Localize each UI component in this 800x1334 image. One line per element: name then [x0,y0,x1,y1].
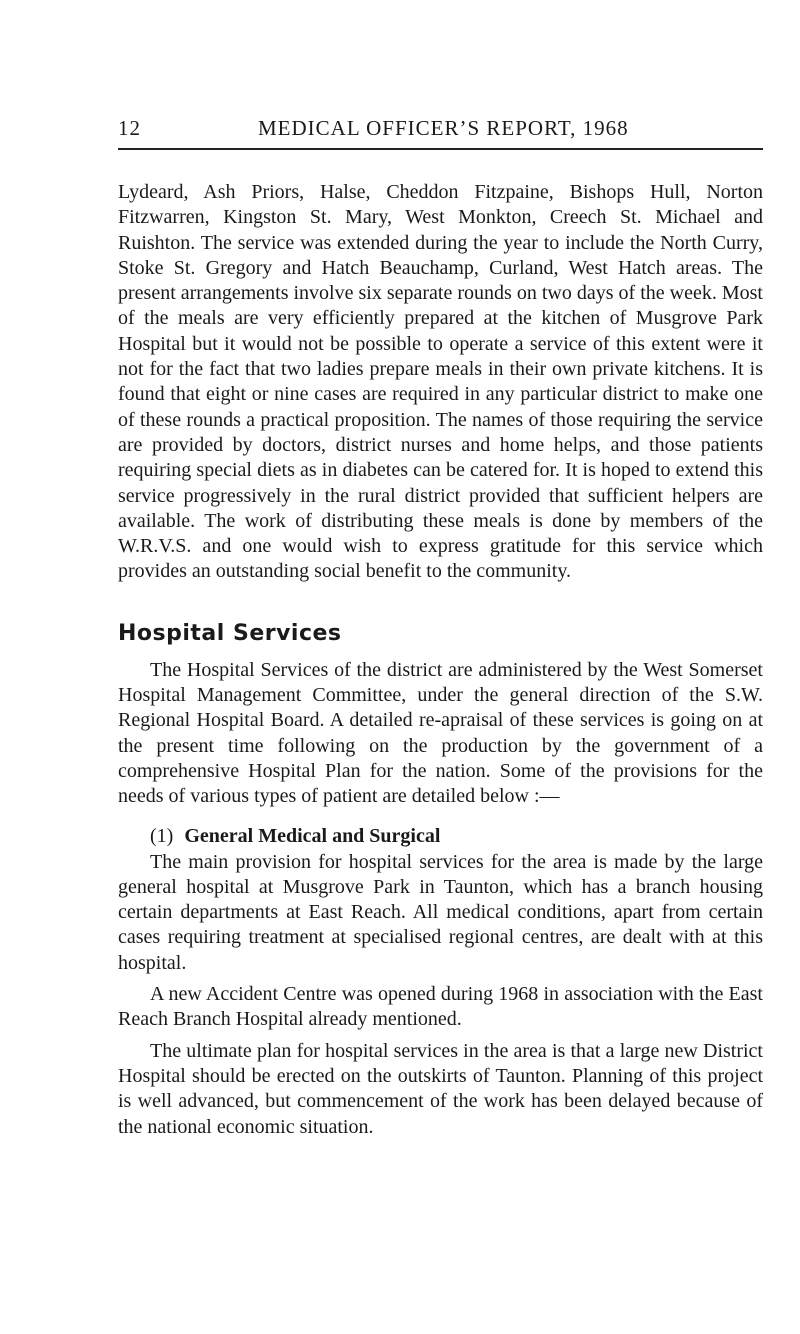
subsection-heading [150,822,763,850]
page-number: 12 [118,116,141,140]
continued-paragraph: Lydeard, Ash Priors, Halse, Cheddon Fitzpaine, Bishops Hull, Norton Fitzwarren, Kingston St. Mary, West Monkton, Creech St. Michael and Ruishton. The service was extended during the year to include the North Curry, Stoke St. Gregory and Hatch Beauchamp, Curland, West Hatch areas. The present arrangements involve six separate rounds on two days of the week. Most of the meals are very efficiently prepared at the kitchen of Musgrove Park Hospital but it would not be possible to operate a service of this extent were it not for the fact that two ladies prepare meals in their own private kitchens. It is found that eight or nine cases are required in any particular district to make one of these rounds a practical proposition. The names of those requiring the service are provided by doctors, district nurses and home helps, and those patients requiring special diets as in diabetes can be catered for. It is hoped to extend this service progressively in the rural district provided that sufficient helpers are available. The work of distributing these meals is done by members of the W.R.V.S. and one would wish to express gratitude for this service which provides an outstanding social benefit to the community. [118,181,763,583]
section-heading: Hospital Services [118,620,342,646]
page-body [118,180,763,1140]
body-paragraph: The main provision for hospital services for the area is made by the large general hospital at Musgrove Park in Taunton, which has a branch housing certain departments at East Reach. All medical conditions, apart from certain cases requiring treatment at specialised regional centres, are dealt with at this hospital. [118,850,763,974]
subsection-number: (1) [150,824,174,847]
body-paragraph: The ultimate plan for hospital services in the area is that a large new District Hospital should be erected on the outskirts of Taunton. Planning of this project is well advanced, but commencement of the work has been delayed because of the national economic situation. [118,1039,763,1138]
report-title: MEDICAL OFFICER’S REPORT, 1968 [258,116,629,140]
header-divider [118,148,763,150]
subsection-title: General Medical and Surgical [184,824,441,847]
body-paragraph: A new Accident Centre was opened during 1968 in association with the East Reach Branch Hospital already mentioned. [118,983,763,1031]
section-intro-paragraph: The Hospital Services of the district are administered by the West Somerset Hospital Management Committee, under the general direction of the S.W. Regional Hospital Board. A detailed re-apraisal of these services is going on at the present time following on the production by the government of a comprehensive Hospital Plan for the nation. Some of the provisions for the needs of various types of patient are detailed below :— [118,658,763,808]
running-header [118,116,763,146]
